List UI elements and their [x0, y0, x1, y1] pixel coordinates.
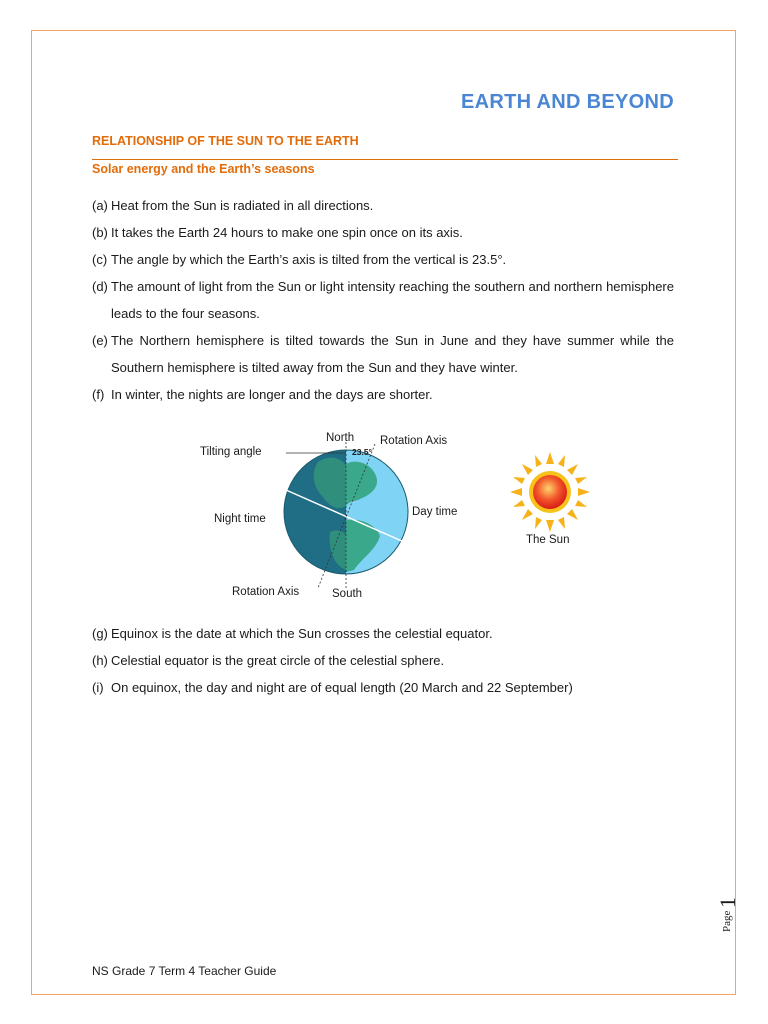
heading-divider [92, 159, 678, 160]
list-item-text: Celestial equator is the great circle of the celestial sphere. [111, 653, 445, 668]
document-title: EARTH AND BEYOND [461, 91, 674, 113]
list-item [92, 647, 674, 674]
list-item-text: The angle by which the Earth’s axis is tilted from the vertical is 23.5°. [111, 252, 507, 267]
list-marker: (h) [92, 653, 108, 668]
sun-label: The Sun [526, 534, 570, 546]
list-item-text: Heat from the Sun is radiated in all directions. [111, 198, 374, 213]
subsection-heading: Solar energy and the Earth’s seasons [92, 162, 315, 176]
list-item [92, 273, 674, 327]
page-word: Page [721, 910, 733, 932]
tilting-angle-label: Tilting angle [200, 446, 262, 458]
facts-list [92, 192, 674, 408]
list-item [92, 620, 674, 647]
list-item [92, 219, 674, 246]
north-label: North [326, 432, 355, 444]
list-marker: (i) [92, 680, 104, 695]
list-item [92, 327, 674, 381]
page-number-label [700, 888, 740, 938]
list-marker: (g) [92, 626, 108, 641]
page-number: 1 [715, 897, 740, 908]
list-marker: (d) [92, 279, 108, 294]
list-item-text: On equinox, the day and night are of equal length (20 March and 22 September) [111, 680, 573, 695]
list-marker: (f) [92, 387, 105, 402]
list-item-text: Equinox is the date at which the Sun crosses the celestial equator. [111, 626, 493, 641]
list-item-text: It takes the Earth 24 hours to make one spin once on its axis. [111, 225, 463, 240]
list-item-text: The amount of light from the Sun or light intensity reaching the southern and northern hemisphere leads to the four seasons. [111, 279, 674, 321]
night-time-label: Night time [214, 513, 266, 525]
equinox-list [92, 620, 674, 701]
list-marker: (c) [92, 252, 108, 267]
list-item [92, 192, 674, 219]
footer-text: NS Grade 7 Term 4 Teacher Guide [92, 964, 277, 978]
list-marker: (a) [92, 198, 108, 213]
south-label: South [332, 588, 363, 600]
list-item [92, 381, 674, 408]
earth-tilt-diagram [190, 420, 610, 610]
list-item-text: The Northern hemisphere is tilted towards the Sun in June and they have summer while the Southern hemisphere is tilted away from the Sun and they have winter. [111, 333, 674, 375]
rotation-axis-top-label: Rotation Axis [380, 435, 448, 447]
rotation-axis-bottom-label: Rotation Axis [232, 586, 300, 598]
section-heading: RELATIONSHIP OF THE SUN TO THE EARTH [92, 134, 359, 148]
list-item [92, 246, 674, 273]
angle-value-label: 23.5° [352, 447, 372, 457]
sun-icon [510, 452, 590, 532]
list-item [92, 674, 674, 701]
day-time-label: Day time [412, 506, 458, 518]
list-item-text: In winter, the nights are longer and the days are shorter. [111, 387, 433, 402]
list-marker: (b) [92, 225, 108, 240]
list-marker: (e) [92, 333, 108, 348]
